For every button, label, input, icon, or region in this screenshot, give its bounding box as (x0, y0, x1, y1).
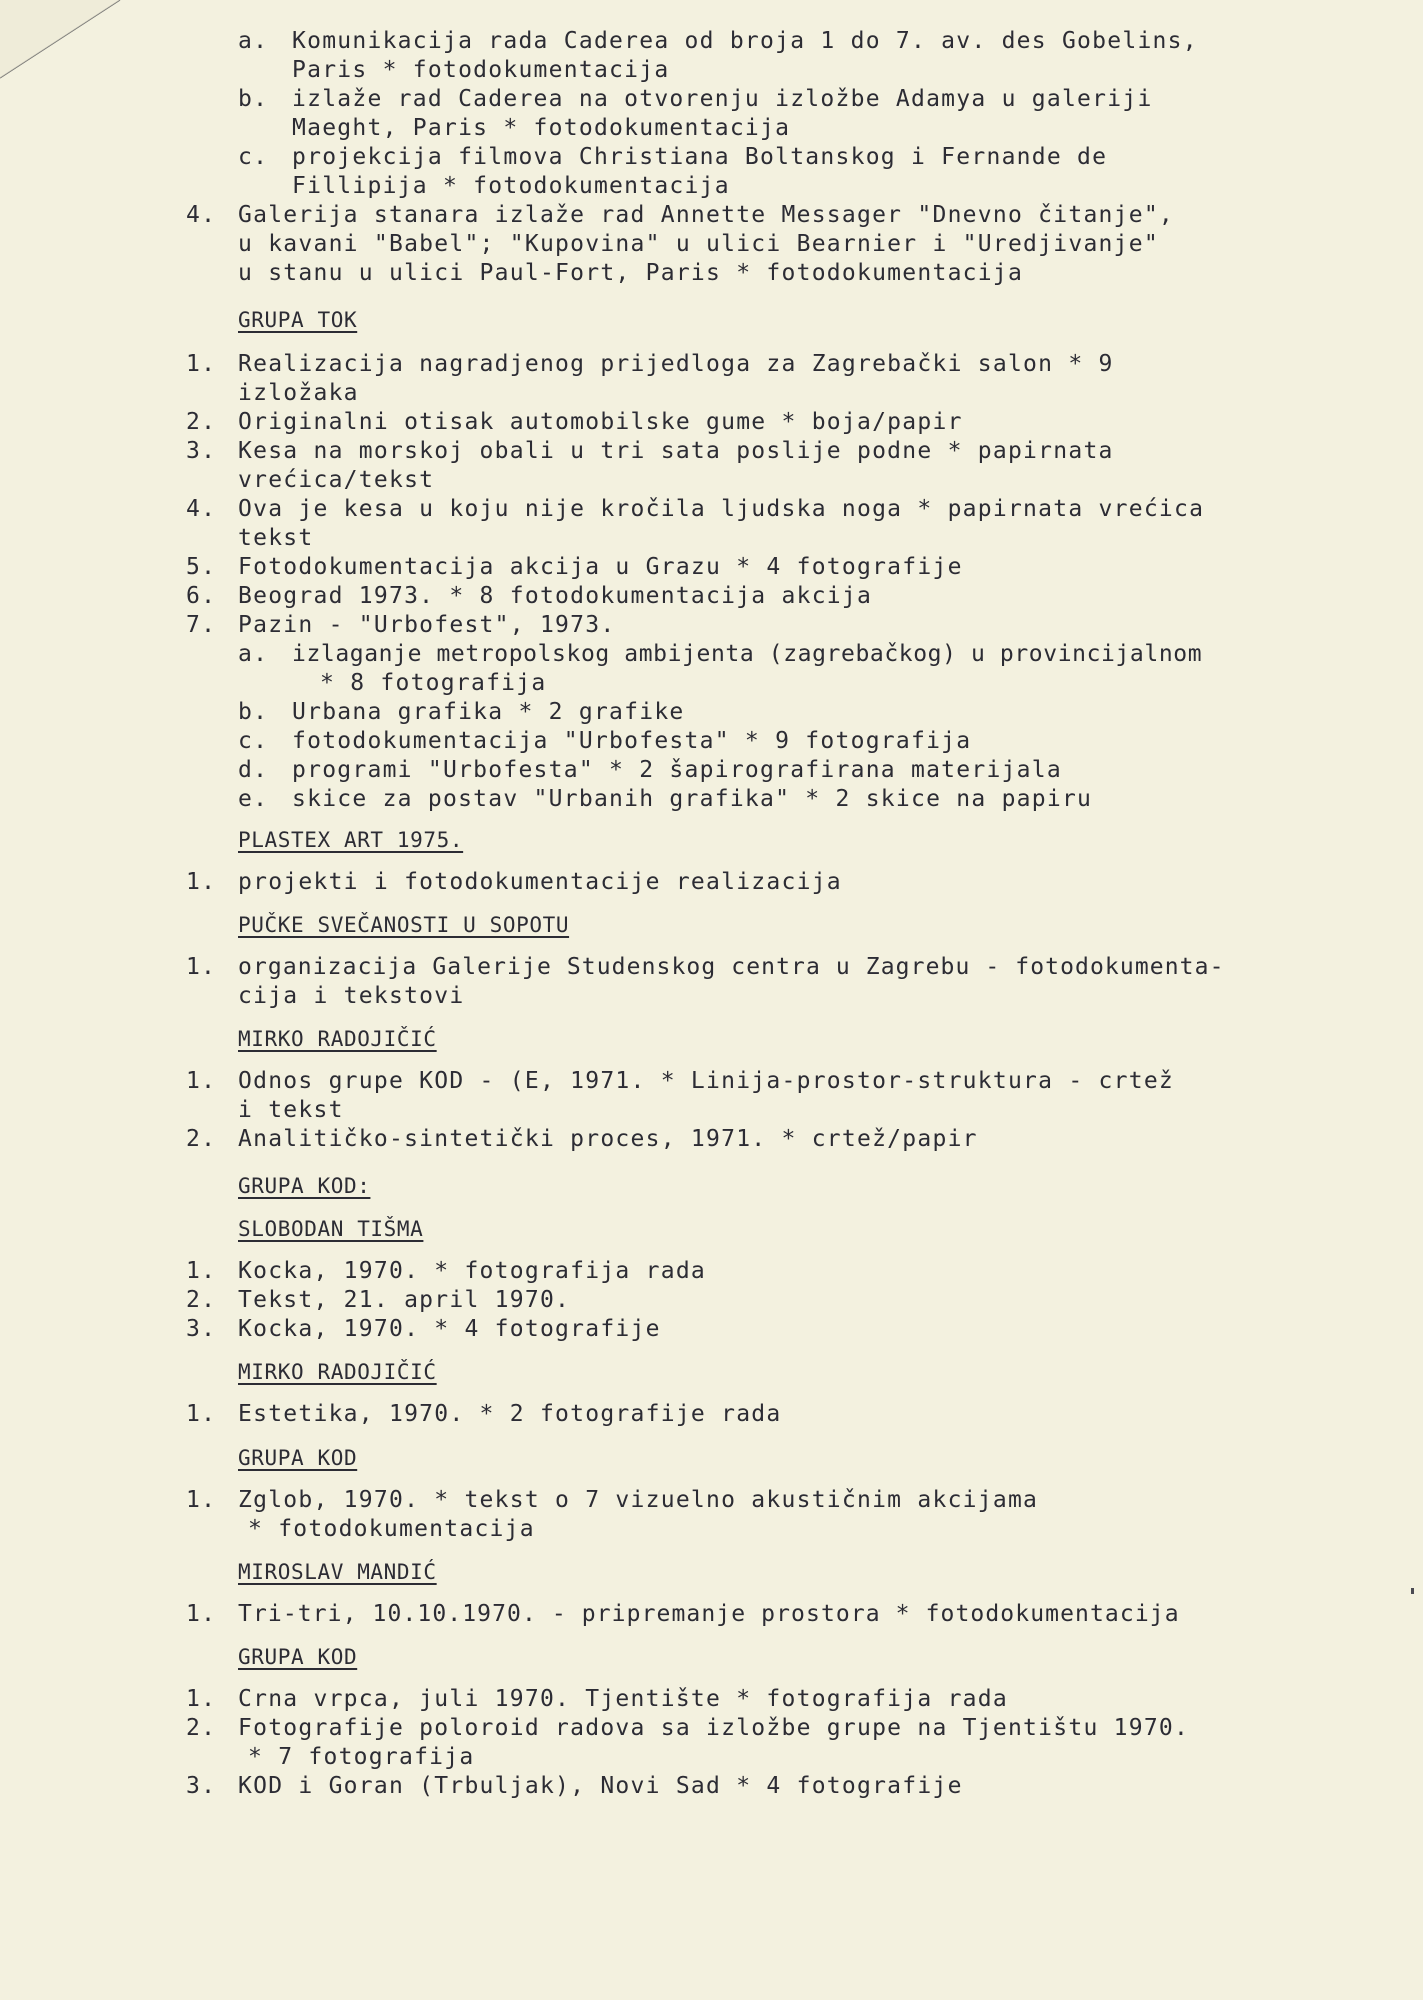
section-heading-miroslav-mandic: MIROSLAV MANDIĆ (238, 1560, 437, 1584)
section-heading-mirko-radojicic: MIRKO RADOJIČIĆ (238, 1027, 437, 1051)
item-marker: 3. (186, 1316, 217, 1342)
item-text: Galerija stanara izlaže rad Annette Messager "Dnevno čitanje", (238, 202, 1175, 228)
item-marker: 2. (186, 409, 217, 435)
item-text: Tri-tri, 10.10.1970. - pripremanje prostora * fotodokumentacija (238, 1601, 1180, 1627)
item-marker: c. (238, 144, 269, 170)
section-heading-slobodan-tisma: SLOBODAN TIŠMA (238, 1217, 424, 1241)
item-marker: 1. (186, 1068, 217, 1094)
item-text: Tekst, 21. april 1970. (238, 1287, 571, 1313)
folded-corner-mark (0, 0, 215, 135)
item-marker: a. (238, 28, 269, 54)
section-heading-grupa-kod: GRUPA KOD (238, 1645, 358, 1669)
item-marker: 2. (186, 1126, 217, 1152)
section-heading-grupa-kod: GRUPA KOD (238, 1446, 358, 1470)
item-marker: 2. (186, 1287, 217, 1313)
item-text: Kocka, 1970. * fotografija rada (238, 1258, 707, 1284)
item-marker: 3. (186, 1773, 217, 1799)
item-text: projekcija filmova Christiana Boltanskog i Fernande de (292, 144, 1108, 170)
item-marker: 1. (186, 1686, 217, 1712)
item-text: Analitičko-sintetički proces, 1971. * crtež/papir (238, 1126, 978, 1152)
section-heading-grupa-tok: GRUPA TOK (238, 308, 358, 332)
item-marker: 3. (186, 438, 217, 464)
item-text-continued: Paris * fotodokumentacija (292, 57, 670, 83)
sub-item-marker: c. (238, 728, 269, 754)
item-text: Ova je kesa u koju nije kročila ljudska noga * papirnata vrećica (238, 496, 1205, 522)
sub-item-marker: b. (238, 699, 269, 725)
item-text: Pazin - "Urbofest", 1973. (238, 612, 616, 638)
item-text-continued: * fotodokumentacija (248, 1516, 535, 1542)
item-marker: b. (238, 86, 269, 112)
item-marker: 1. (186, 1487, 217, 1513)
item-marker: 4. (186, 202, 217, 228)
sub-item-marker: d. (238, 757, 269, 783)
item-text: Kesa na morskoj obali u tri sata poslije podne * papirnata (238, 438, 1114, 464)
section-heading-pucke-svecanosti: PUČKE SVEČANOSTI U SOPOTU (238, 913, 570, 937)
item-text: Realizacija nagradjenog prijedloga za Zagrebački salon * 9 (238, 351, 1114, 377)
sub-item-text: fotodokumentacija "Urbofesta" * 9 fotografija (292, 728, 972, 754)
item-text-continued: i tekst (238, 1097, 344, 1123)
section-heading-grupa-kod: GRUPA KOD: (238, 1174, 371, 1198)
item-text: Originalni otisak automobilske gume * boja/papir (238, 409, 963, 435)
item-text-continued: vrećica/tekst (238, 467, 435, 493)
section-heading-mirko-radojicic: MIRKO RADOJIČIĆ (238, 1360, 437, 1384)
sub-item-marker: a. (238, 641, 269, 667)
item-text-continued: * 7 fotografija (248, 1744, 475, 1770)
item-text: projekti i fotodokumentacije realizacija (238, 869, 842, 895)
item-marker: 4. (186, 496, 217, 522)
item-marker: 7. (186, 612, 217, 638)
sub-item-text: Urbana grafika * 2 grafike (292, 699, 685, 725)
sub-item-marker: e. (238, 786, 269, 812)
item-text: KOD i Goran (Trbuljak), Novi Sad * 4 fotografije (238, 1773, 963, 1799)
item-text-continued: u kavani "Babel"; "Kupovina" u ulici Bearnier i "Uredjivanje" (238, 231, 1159, 257)
item-text-continued: Maeght, Paris * fotodokumentacija (292, 115, 791, 141)
item-text-continued: Fillipija * fotodokumentacija (292, 173, 730, 199)
item-text-continued: cija i tekstovi (238, 983, 465, 1009)
paper-speck (1411, 1588, 1414, 1594)
item-text-continued: u stanu u ulici Paul-Fort, Paris * fotodokumentacija (238, 260, 1024, 286)
sub-item-text: programi "Urbofesta" * 2 šapirografirana materijala (292, 757, 1062, 783)
item-text: Estetika, 1970. * 2 fotografije rada (238, 1401, 782, 1427)
item-marker: 1. (186, 351, 217, 377)
item-marker: 1. (186, 954, 216, 980)
item-marker: 6. (186, 583, 217, 609)
item-text: Kocka, 1970. * 4 fotografije (238, 1316, 661, 1342)
item-marker: 1. (186, 1401, 217, 1427)
sub-item-text-continued: * 8 fotografija (320, 670, 547, 696)
item-text: izlaže rad Caderea na otvorenju izložbe Adamya u galeriji (292, 86, 1153, 112)
item-text: Zglob, 1970. * tekst o 7 vizuelno akustičnim akcijama (238, 1487, 1039, 1513)
item-text: Crna vrpca, juli 1970. Tjentište * fotografija rada (238, 1686, 1008, 1712)
section-heading-plastex-art: PLASTEX ART 1975. (238, 828, 464, 852)
item-marker: 5. (186, 554, 217, 580)
item-text: Beograd 1973. * 8 fotodokumentacija akcija (238, 583, 873, 609)
item-text-continued: izložaka (238, 380, 359, 406)
item-text: organizacija Galerije Studenskog centra u Zagrebu - fotodokumenta- (238, 954, 1225, 980)
sub-item-text: skice za postav "Urbanih grafika" * 2 skice na papiru (292, 786, 1093, 812)
sub-item-text: izlaganje metropolskog ambijenta (zagrebačkog) u provincijalnom (292, 641, 1203, 667)
item-text: Fotodokumentacija akcija u Grazu * 4 fotografije (238, 554, 963, 580)
item-text: Komunikacija rada Caderea od broja 1 do 7. av. des Gobelins, (292, 28, 1198, 54)
item-text: Odnos grupe KOD - (E, 1971. * Linija-prostor-struktura - crtež (238, 1068, 1175, 1094)
item-marker: 1. (186, 1601, 217, 1627)
item-marker: 1. (186, 1258, 217, 1284)
item-marker: 2. (186, 1715, 217, 1741)
item-text-continued: tekst (238, 525, 314, 551)
item-marker: 1. (186, 869, 217, 895)
item-text: Fotografije poloroid radova sa izložbe grupe na Tjentištu 1970. (238, 1715, 1190, 1741)
